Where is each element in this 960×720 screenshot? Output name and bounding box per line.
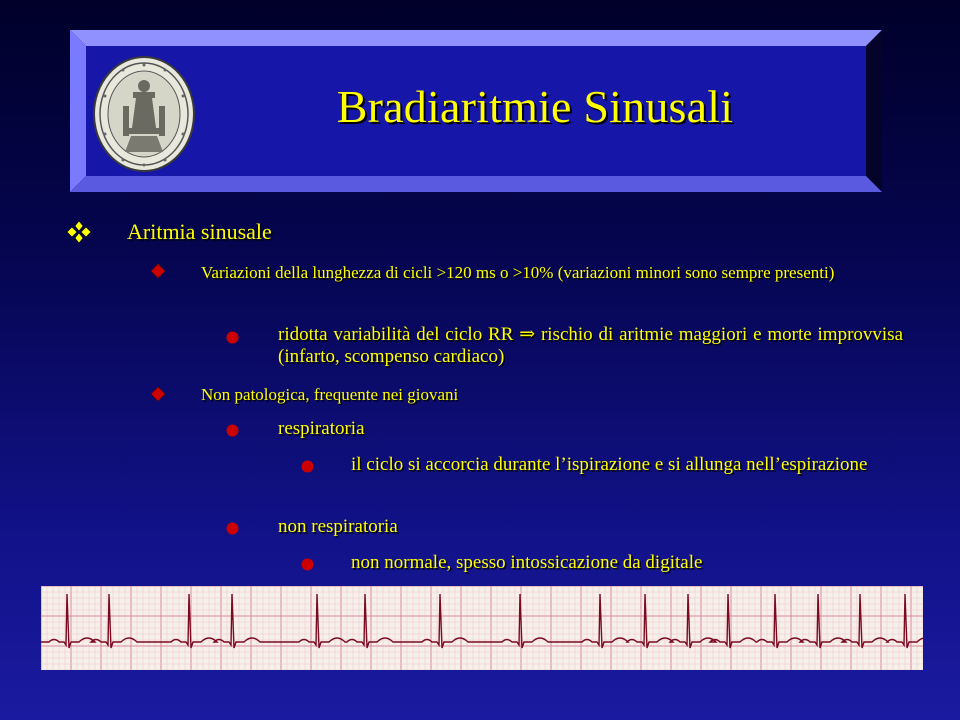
red-circle-icon <box>301 460 314 473</box>
university-seal-icon <box>93 56 195 172</box>
red-circle-icon <box>226 424 239 437</box>
heading-aritmia-sinusale: Aritmia sinusale <box>127 219 272 244</box>
red-circle-icon <box>301 558 314 571</box>
red-diamond-icon <box>151 264 165 278</box>
slide-title: Bradiaritmie Sinusali <box>336 81 734 132</box>
item-ciclo-ispirazione: il ciclo si accorcia durante l’ispirazione e si allunga nell’espirazione <box>351 454 868 475</box>
item-variazioni: Variazioni della lunghezza di cicli >120 ms o >10% (variazioni minori sono sempre presenti) <box>201 263 835 282</box>
red-diamond-icon <box>151 387 165 401</box>
ecg-trace <box>41 586 923 670</box>
item-intossicazione-digitale: non normale, spesso intossicazione da digitale <box>351 552 703 573</box>
item-non-patologica: Non patologica, frequente nei giovani <box>201 385 459 404</box>
item-non-respiratoria: non respiratoria <box>278 516 398 537</box>
ecg-strip <box>41 586 923 670</box>
red-circle-icon <box>226 331 239 344</box>
item-respiratoria: respiratoria <box>278 418 365 439</box>
four-diamond-icon <box>67 221 91 243</box>
red-circle-icon <box>226 522 239 535</box>
item-ridotta-variabilita: ridotta variabilità del ciclo RR ⇒ rischio di aritmie maggiori e morte improvvisa (infarto, scompenso cardiaco) <box>278 324 903 367</box>
